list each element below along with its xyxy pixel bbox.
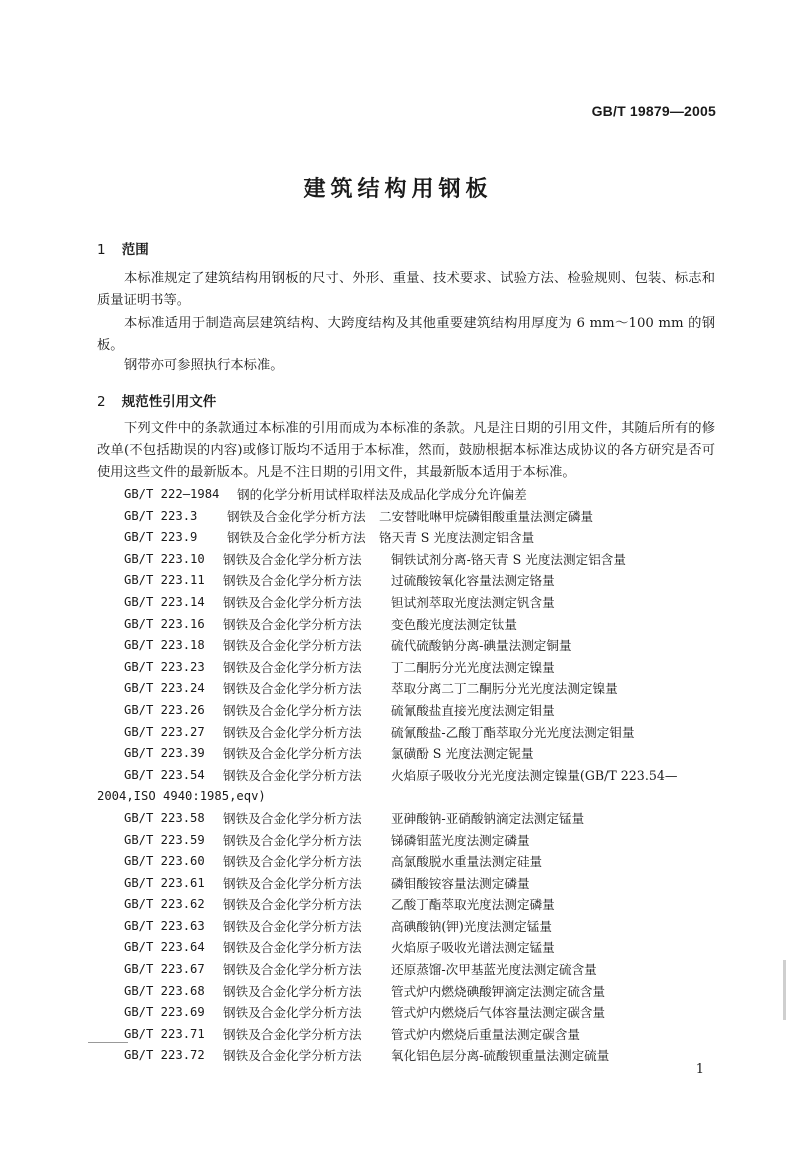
- reference-code: GB/T 223.18: [124, 638, 205, 653]
- reference-item: [97, 765, 737, 787]
- reference-series: 钢铁及合金化学分析方法: [223, 810, 362, 826]
- reference-item: [97, 873, 737, 895]
- reference-method: 磷钼酸铵容量法测定磷量: [391, 875, 530, 891]
- reference-method: 氧化铝色层分离-硫酸钡重量法测定硫量: [391, 1048, 610, 1064]
- reference-code: GB/T 222—1984: [124, 487, 220, 501]
- reference-code: GB/T 223.10: [124, 551, 205, 566]
- reference-code: GB/T 223.60: [124, 854, 205, 869]
- reference-series: 钢铁及合金化学分析方法: [223, 918, 362, 934]
- standard-code: GB/T 19879—2005: [591, 103, 716, 119]
- reference-item: [97, 700, 737, 722]
- reference-series: 钢铁及合金化学分析方法: [223, 1005, 362, 1021]
- reference-item: [97, 614, 737, 636]
- reference-code: GB/T 223.64: [124, 940, 205, 955]
- reference-code: GB/T 223.39: [124, 746, 205, 761]
- reference-code: GB/T 223.27: [124, 724, 205, 739]
- reference-continuation: 2004,ISO 4940:1985,eqv): [97, 789, 266, 804]
- reference-series: 钢铁及合金化学分析方法: [223, 702, 362, 718]
- reference-item: [97, 1024, 737, 1046]
- reference-series: 钢铁及合金化学分析方法: [227, 508, 366, 524]
- reference-code: GB/T 223.9: [124, 530, 198, 545]
- reference-series: 钢铁及合金化学分析方法: [223, 659, 362, 675]
- reference-method: 硫氰酸盐直接光度法测定钼量: [391, 702, 555, 718]
- reference-code: GB/T 223.68: [124, 983, 205, 998]
- reference-item: [97, 808, 737, 830]
- reference-item: [97, 937, 737, 959]
- reference-series: 钢铁及合金化学分析方法: [223, 594, 362, 610]
- reference-method: 铜铁试剂分离-铬天青 S 光度法测定铝含量: [391, 551, 626, 567]
- section-1-paragraph: 本标准规定了建筑结构用钢板的尺寸、外形、重量、技术要求、试验方法、检验规则、包装、标志和质量证明书等。: [97, 271, 715, 308]
- reference-method: 高碘酸钠(钾)光度法测定锰量: [391, 918, 552, 934]
- reference-method: 乙酸丁酯萃取光度法测定磷量: [391, 897, 555, 913]
- reference-item: [97, 657, 737, 679]
- reference-series: 钢铁及合金化学分析方法: [223, 832, 362, 848]
- reference-series: 钢铁及合金化学分析方法: [223, 940, 362, 956]
- reference-series: 钢铁及合金化学分析方法: [223, 616, 362, 632]
- reference-method: 硫氰酸盐-乙酸丁酯萃取分光光度法测定钼量: [391, 724, 635, 740]
- reference-code: GB/T 223.26: [124, 702, 205, 717]
- reference-method: 二安替吡啉甲烷磷钼酸重量法测定磷量: [379, 508, 594, 524]
- reference-item: [97, 635, 737, 657]
- reference-method: 丁二酮肟分光光度法测定镍量: [391, 659, 555, 675]
- reference-method: 亚砷酸钠-亚硝酸钠滴定法测定锰量: [391, 810, 585, 826]
- reference-series: 钢铁及合金化学分析方法: [223, 854, 362, 870]
- section-2-number: 2: [97, 394, 106, 410]
- reference-method: 火焰原子吸收分光光度法测定镍量(GB/T 223.54—: [391, 767, 678, 783]
- reference-item: [97, 570, 737, 592]
- reference-method: 萃取分离二丁二酮肟分光光度法测定镍量: [391, 681, 618, 697]
- reference-continuation-row: [97, 786, 737, 808]
- reference-item: [97, 678, 737, 700]
- reference-series: 钢铁及合金化学分析方法: [223, 767, 362, 783]
- reference-method: 管式炉内燃烧碘酸钾滴定法测定硫含量: [391, 983, 606, 999]
- reference-code: GB/T 223.71: [124, 1026, 205, 1041]
- reference-method: 锑磷钼蓝光度法测定磷量: [391, 832, 530, 848]
- reference-code: GB/T 223.16: [124, 616, 205, 631]
- section-1-number: 1: [97, 242, 106, 258]
- reference-item: [97, 1045, 737, 1067]
- reference-series: 钢铁及合金化学分析方法: [223, 638, 362, 654]
- section-2-heading: [97, 390, 216, 410]
- reference-series: 钢铁及合金化学分析方法: [227, 530, 366, 546]
- page-number: 1: [695, 1062, 704, 1077]
- reference-item: [97, 959, 737, 981]
- reference-series: 钢铁及合金化学分析方法: [223, 746, 362, 762]
- reference-code: GB/T 223.62: [124, 897, 205, 912]
- reference-item: [97, 916, 737, 938]
- section-1-heading: [97, 238, 149, 258]
- reference-code: GB/T 223.72: [124, 1048, 205, 1063]
- reference-item: [97, 894, 737, 916]
- reference-series: 钢铁及合金化学分析方法: [223, 1048, 362, 1064]
- section-2-title: 规范性引用文件: [121, 394, 217, 410]
- reference-method: 管式炉内燃烧后重量法测定碳含量: [391, 1026, 580, 1042]
- section-1-paragraph: 钢带亦可参照执行本标准。: [124, 358, 284, 373]
- reference-item: [97, 851, 737, 873]
- reference-code: GB/T 223.3: [124, 508, 198, 523]
- reference-code: GB/T 223.24: [124, 681, 205, 696]
- document-title: 建筑结构用钢板: [303, 177, 493, 202]
- reference-code: GB/T 223.63: [124, 918, 205, 933]
- divider-line: [88, 1042, 128, 1043]
- reference-item: [97, 527, 737, 549]
- reference-method: 变色酸光度法测定钛量: [391, 616, 517, 632]
- reference-item: [97, 743, 737, 765]
- reference-method: 高氯酸脱水重量法测定硅量: [391, 854, 543, 870]
- reference-method: 管式炉内燃烧后气体容量法测定碳含量: [391, 1005, 606, 1021]
- reference-series: 钢铁及合金化学分析方法: [223, 551, 362, 567]
- section-1-paragraph: 本标准适用于制造高层建筑结构、大跨度结构及其他重要建筑结构用厚度为 6 mm～100 mm 的钢板。: [97, 316, 715, 353]
- reference-code: GB/T 223.58: [124, 810, 205, 825]
- reference-series: 钢铁及合金化学分析方法: [223, 573, 362, 589]
- reference-code: GB/T 223.54: [124, 767, 205, 782]
- section-1-title: 范围: [121, 242, 149, 258]
- reference-item: [97, 1002, 737, 1024]
- reference-code: GB/T 223.69: [124, 1005, 205, 1020]
- reference-code: GB/T 223.23: [124, 659, 205, 674]
- reference-code: GB/T 223.67: [124, 962, 205, 977]
- reference-item: [97, 506, 737, 528]
- reference-code: GB/T 223.61: [124, 875, 205, 890]
- reference-item: [97, 981, 737, 1003]
- reference-method: 火焰原子吸收光谱法测定锰量: [391, 940, 555, 956]
- reference-method: 硫代硫酸钠分离-碘量法测定铜量: [391, 638, 572, 654]
- reference-method: 铬天青 S 光度法测定铝含量: [379, 530, 535, 546]
- reference-item: [97, 484, 737, 506]
- reference-method: 过硫酸铵氧化容量法测定铬量: [391, 573, 555, 589]
- reference-series: 钢铁及合金化学分析方法: [223, 897, 362, 913]
- reference-series: 钢铁及合金化学分析方法: [223, 983, 362, 999]
- reference-series: 钢铁及合金化学分析方法: [223, 724, 362, 740]
- reference-series: 钢铁及合金化学分析方法: [223, 1026, 362, 1042]
- reference-method: 还原蒸馏-次甲基蓝光度法测定硫含量: [391, 962, 597, 978]
- reference-list: [97, 484, 737, 1067]
- reference-item: [97, 830, 737, 852]
- section-2-intro: 下列文件中的条款通过本标准的引用而成为本标准的条款。凡是注日期的引用文件，其随后所有的修改单(不包括勘误的内容)或修订版均不适用于本标准，然而，鼓励根据本标准达成协议的各方研究是否可使用这些文件的最新版本。凡是不注日期的引用文件，其最新版本适用于本标准。: [97, 421, 715, 480]
- reference-method: 氯磺酚 S 光度法测定铌量: [391, 746, 534, 762]
- reference-method: 钽试剂萃取光度法测定钒含量: [391, 594, 555, 610]
- reference-series: 钢铁及合金化学分析方法: [223, 962, 362, 978]
- reference-item: [97, 549, 737, 571]
- reference-code: GB/T 223.11: [124, 573, 205, 588]
- reference-item: [97, 722, 737, 744]
- reference-item: [97, 592, 737, 614]
- reference-code: GB/T 223.59: [124, 832, 205, 847]
- scan-edge-mark: [783, 960, 786, 1020]
- reference-series: 钢铁及合金化学分析方法: [223, 875, 362, 891]
- reference-series: 钢铁及合金化学分析方法: [223, 681, 362, 697]
- reference-series: 钢的化学分析用试样取样法及成品化学成分允许偏差: [237, 487, 527, 502]
- reference-code: GB/T 223.14: [124, 594, 205, 609]
